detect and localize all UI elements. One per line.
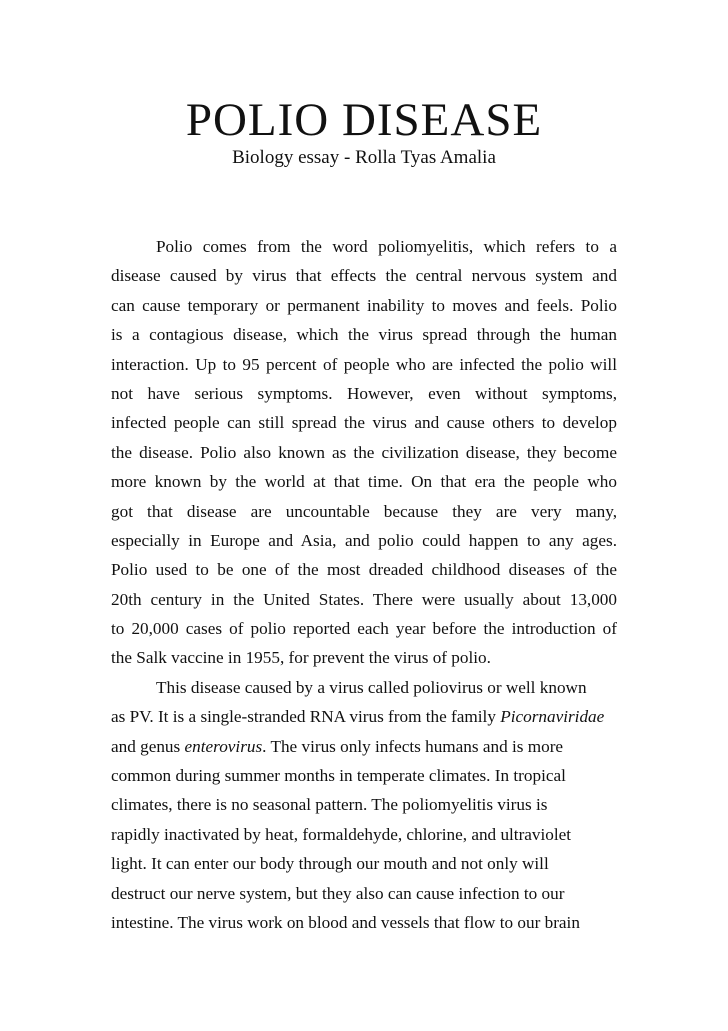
text-line: especially in Europe and Asia, and polio could happen to any ages. xyxy=(111,530,617,550)
text-line: light. It can enter our body through our mouth and not only will xyxy=(111,854,549,874)
text-span: . The virus only infects humans and is more xyxy=(262,736,564,756)
paragraph-1 xyxy=(111,232,617,673)
document-title: POLIO DISEASE xyxy=(185,94,543,146)
paragraph-2 xyxy=(111,673,617,938)
text-line: the disease. Polio also known as the civilization disease, they become xyxy=(111,442,617,462)
text-line: can cause temporary or permanent inability to moves and feels. Polio xyxy=(111,295,617,315)
text-line: common during summer months in temperate climates. In tropical xyxy=(111,766,566,786)
text-line: is a contagious disease, which the virus spread through the human xyxy=(111,325,617,345)
text-line: disease caused by virus that effects the central nervous system and xyxy=(111,266,617,286)
text-line: climates, there is no seasonal pattern. The poliomyelitis virus is xyxy=(111,795,548,815)
text-line: destruct our nerve system, but they also can cause infection to our xyxy=(111,883,565,903)
text-line: rapidly inactivated by heat, formaldehyde, chlorine, and ultraviolet xyxy=(111,824,572,844)
text-line xyxy=(111,702,617,731)
italic-genus-name: enterovirus xyxy=(184,736,263,756)
text-line: not have serious symptoms. However, even without symptoms, xyxy=(111,383,617,403)
text-line: the Salk vaccine in 1955, for prevent the virus of polio. xyxy=(111,648,491,668)
text-span: as PV. It is a single-stranded RNA virus from the family xyxy=(111,707,501,727)
text-line: This disease caused by a virus called poliovirus or well known xyxy=(156,677,587,697)
text-line: interaction. Up to 95 percent of people who are infected the polio will xyxy=(111,354,617,374)
text-line: infected people can still spread the virus and cause others to develop xyxy=(111,413,617,433)
text-line: 20th century in the United States. There were usually about 13,000 xyxy=(111,589,617,609)
document-subtitle: Biology essay - Rolla Tyas Amalia xyxy=(232,147,496,168)
italic-family-name: Picornaviridae xyxy=(500,707,605,727)
essay-body xyxy=(111,232,617,937)
text-line: Polio used to be one of the most dreaded childhood diseases of the xyxy=(111,560,617,580)
text-line: intestine. The virus work on blood and vessels that flow to our brain xyxy=(111,912,580,932)
text-span: and genus xyxy=(111,736,185,756)
text-line xyxy=(111,732,617,761)
text-line: to 20,000 cases of polio reported each year before the introduction of xyxy=(111,619,617,639)
text-line: more known by the world at that time. On that era the people who xyxy=(111,472,617,492)
text-line: Polio comes from the word poliomyelitis, which refers to a xyxy=(156,237,617,256)
text-line: got that disease are uncountable because they are very many, xyxy=(111,501,617,521)
